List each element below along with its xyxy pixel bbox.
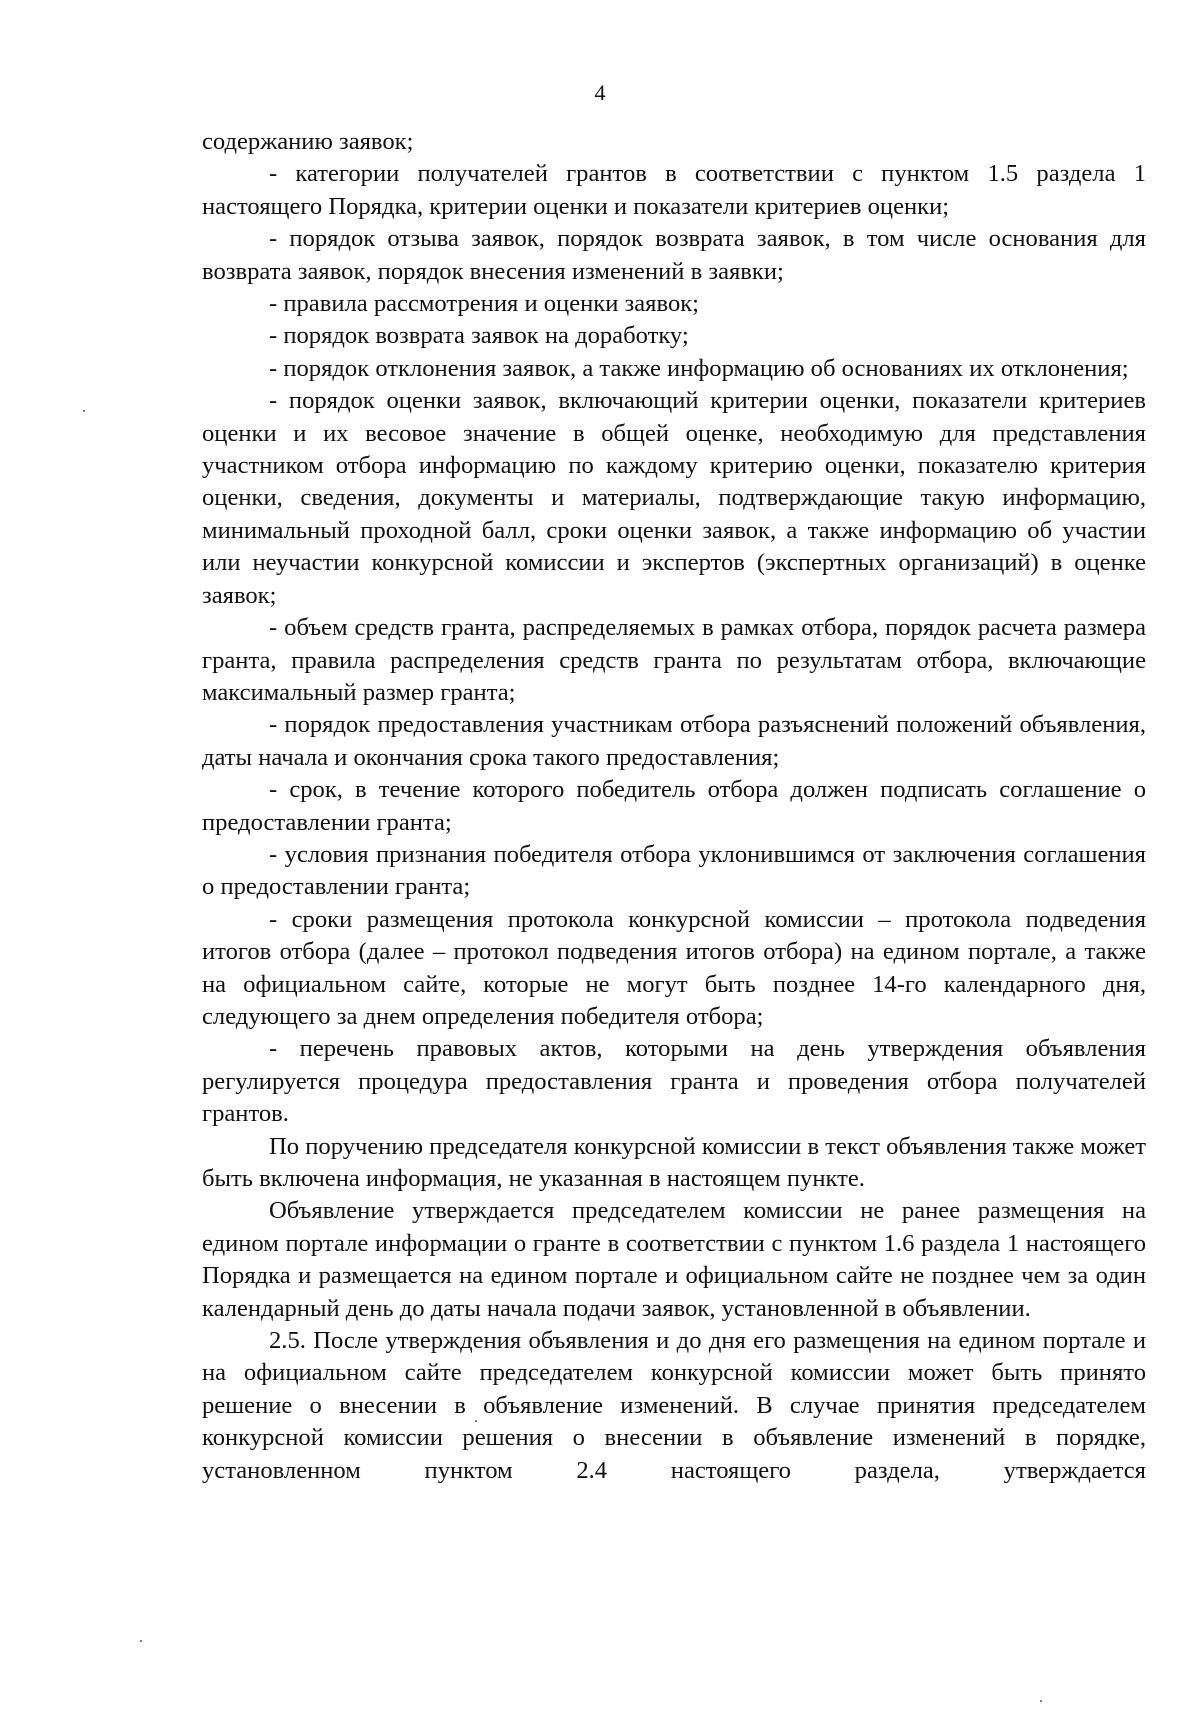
paragraph-announcement-approval: Объявление утверждается председателем комиссии не ранее размещения на едином портале информации о гранте в соответствии с пунктом 1.6 раздела 1 настоящего Порядка и размещается на едином портале и официальном сайте не позднее чем за один календарный день до даты начала подачи заявок, установленной в объявлении. — [202, 1197, 1146, 1322]
scan-speck — [140, 1640, 142, 1642]
document-body — [202, 126, 1146, 1487]
scan-speck — [1040, 1700, 1042, 1702]
list-item-legal-acts: - перечень правовых актов, которыми на день утверждения объявления регулируется процедура предоставления гранта и проведения отбора получателей грантов. — [202, 1035, 1146, 1128]
list-item-evasion-conditions: - условия признания победителя отбора уклонившимся от заключения соглашения о предоставлении гранта; — [202, 840, 1146, 901]
list-item-recipient-categories: - категории получателей грантов в соответствии с пунктом 1.5 раздела 1 настоящего Порядка, критерии оценки и показатели критериев оценки; — [202, 160, 1146, 220]
paragraph-additional-info: По поручению председателя конкурсной комиссии в текст объявления также может быть включена информация, не указанная в настоящем пункте. — [202, 1132, 1146, 1192]
list-item-withdrawal-procedure: - порядок отзыва заявок, порядок возврата заявок, в том числе основания для возврата заявок, порядок внесения изменений в заявки; — [202, 225, 1146, 285]
list-item-evaluation-procedure: - порядок оценки заявок, включающий критерии оценки, показатели критериев оценки и их весовое значение в общей оценке, необходимую для представления участником отбора информацию по каждому критерию оценки, показателю критерия оценки, сведения, документы и материалы, подтверждающие такую информацию, минимальный проходной балл, сроки оценки заявок, а также информацию об участии или неучастии конкурсной комиссии и экспертов (экспертных организаций) в оценке заявок; — [202, 387, 1146, 609]
scan-speck — [475, 1420, 477, 1422]
list-item-clarifications: - порядок предоставления участникам отбора разъяснений положений объявления, даты начала и окончания срока такого предоставления; — [202, 711, 1146, 771]
list-item-review-rules: - правила рассмотрения и оценки заявок; — [269, 290, 700, 318]
page-number: 4 — [594, 80, 606, 105]
paragraph-continuation: содержанию заявок; — [202, 128, 414, 155]
paragraph-section-2-5: 2.5. После утверждения объявления и до дня его размещения на едином портале и на официальном сайте председателем конкурсной комиссии может быть принято решение о внесении в объявление изменений. В случае принятия председателем конкурсной комиссии решения о внесении в объявление изменений в порядке, установленном пунктом 2.4 настоящего раздела, утверждается — [202, 1327, 1146, 1484]
list-item-protocol-placement: - сроки размещения протокола конкурсной комиссии – протокола подведения итогов отбора (далее – протокол подведения итогов отбора) на едином портале, а также на официальном сайте, которые не могут быть позднее 14-го календарного дня, следующего за днем определения победителя отбора; — [202, 905, 1146, 1030]
list-item-return-for-revision: - порядок возврата заявок на доработку; — [269, 322, 689, 350]
list-item-rejection-procedure: - порядок отклонения заявок, а также информацию об основаниях их отклонения; — [269, 354, 1129, 382]
scan-speck — [83, 410, 85, 412]
list-item-grant-funds: - объем средств гранта, распределяемых в рамках отбора, порядок расчета размера гранта, правила распределения средств гранта по результатам отбора, включающие максимальный размер гранта; — [202, 614, 1146, 706]
list-item-signing-deadline: - срок, в течение которого победитель отбора должен подписать соглашение о предоставлении гранта; — [202, 776, 1146, 836]
